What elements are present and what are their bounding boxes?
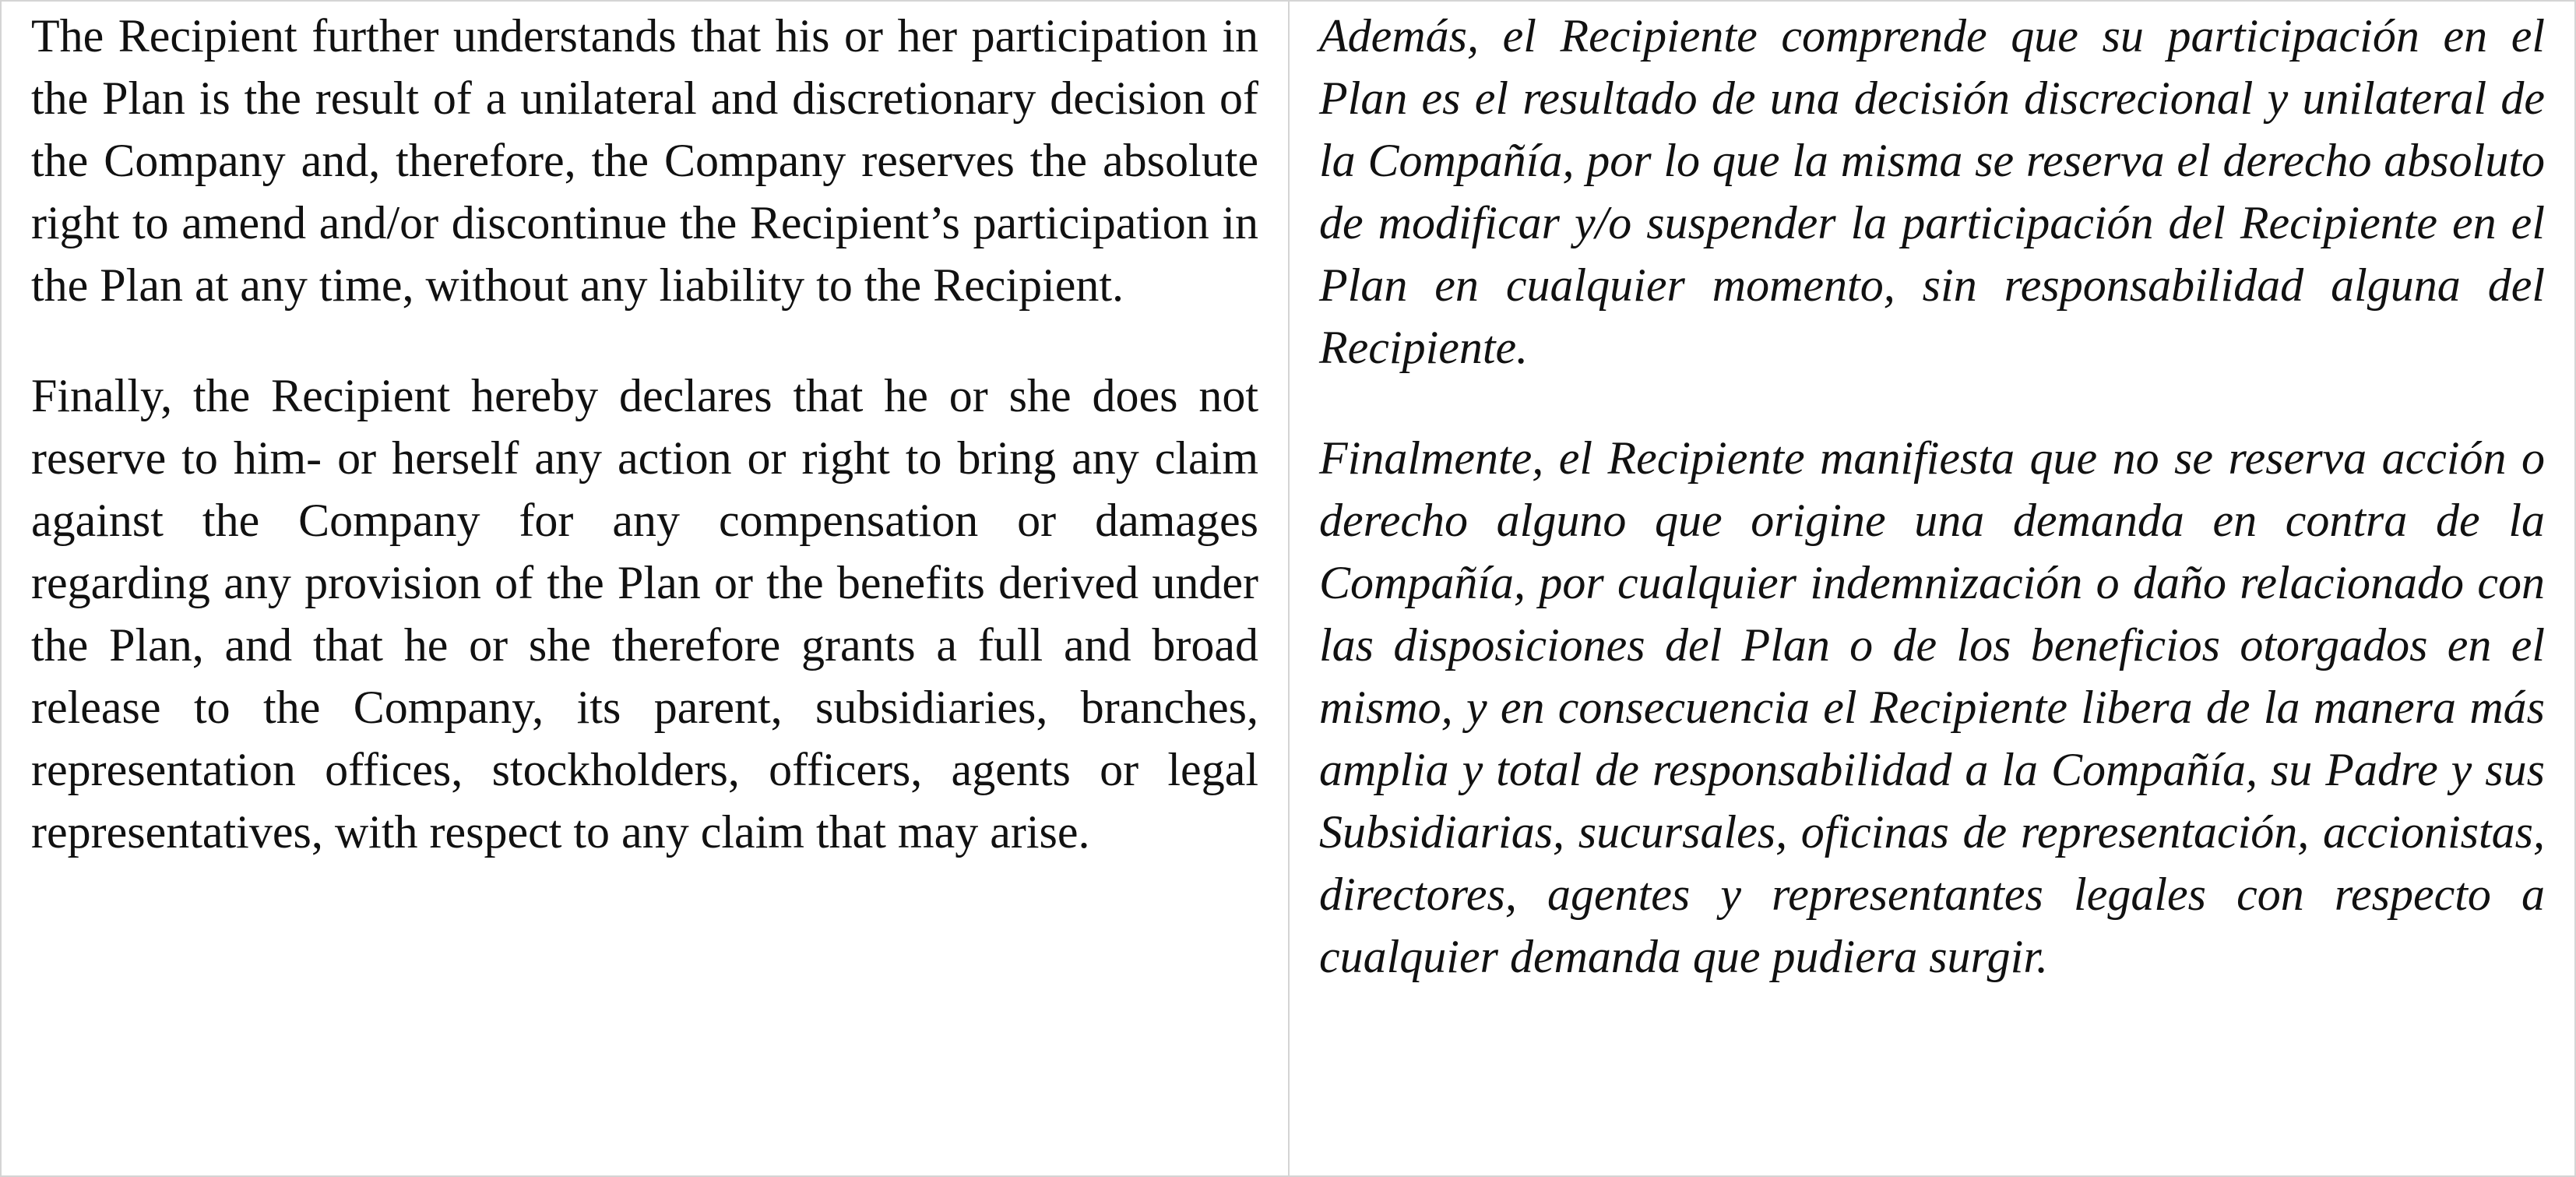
spanish-column	[1290, 2, 2574, 1175]
english-paragraph-release: Finally, the Recipient hereby declares that he or she does not reserve to him- or herself any action or right to bring any claim against the Company for any compensation or damages regarding any provision of the Plan or the benefits derived under the Plan, and that he or she therefore grants a full and broad release to the Company, its parent, subsidiaries, branches, representation offices, stockholders, officers, agents or legal representatives, with respect to any claim that may arise.	[31, 370, 1258, 858]
spanish-paragraph-release: Finalmente, el Recipiente manifiesta que no se reserva acción o derecho alguno que origine una demanda en contra de la Compañía, por cualquier indemnización o daño relacionado con las disposiciones del Plan o de los beneficios otorgados en el mismo, y en consecuencia el Recipiente libera de la manera más amplia y total de responsabilidad a la Compañía, su Padre y sus Subsidiarias, sucursales, oficinas de representación, accionistas, directores, agentes y representantes legales con respecto a cualquier demanda que pudiera surgir.	[1319, 432, 2545, 982]
english-column	[2, 2, 1290, 1175]
english-paragraph-participation: The Recipient further understands that his or her participation in the Plan is the result of a unilateral and discretionary decision of the Company and, therefore, the Company reserves the absolute right to amend and/or discontinue the Recipient’s participation in the Plan at any time, without any liability to the Recipient.	[31, 10, 1258, 311]
spanish-paragraph-participation: Además, el Recipiente comprende que su participación en el Plan es el resultado de una decisión discrecional y unilateral de la Compañía, por lo que la misma se reserva el derecho absoluto de modificar y/o suspender la participación del Recipiente en el Plan en cualquier momento, sin responsabilidad alguna del Recipiente.	[1319, 10, 2545, 373]
